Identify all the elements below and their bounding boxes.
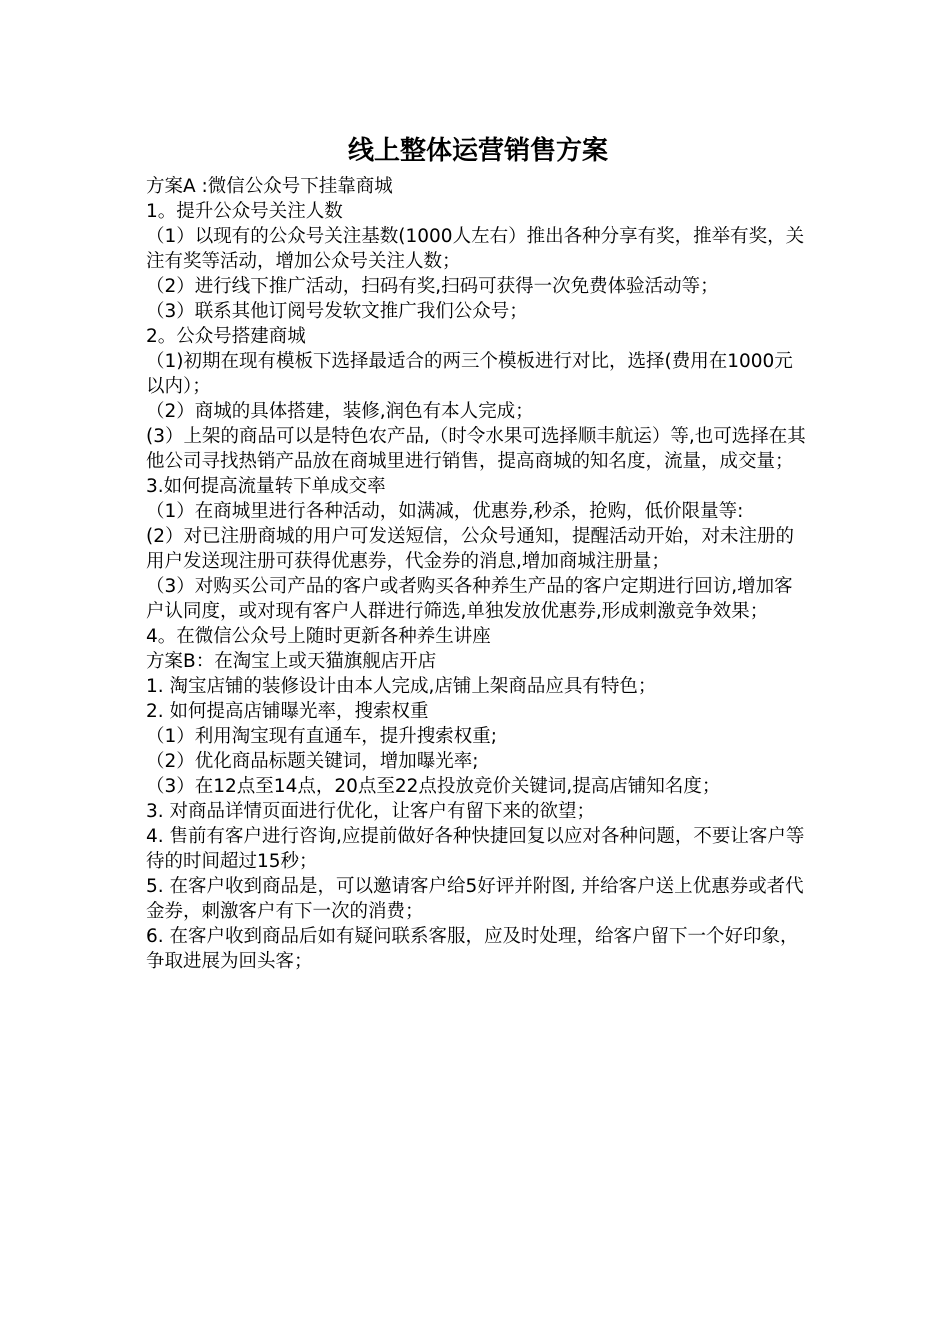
paragraph: （1）在商城里进行各种活动，如满减，优惠券,秒杀，抢购，低价限量等:: [146, 501, 744, 522]
list-item: 1. 淘宝店铺的装修设计由本人完成,店铺上架商品应具有特色；: [146, 676, 657, 697]
paragraph: （3）联系其他订阅号发软文推广我们公众号；: [146, 301, 528, 322]
paragraph: （1）以现有的公众号关注基数(1000人左右）推出各种分享有奖，推举有奖，关注有奖等活动，增加公众号关注人数；: [146, 226, 805, 272]
paragraph: （2）进行线下推广活动，扫码有奖,扫码可获得一次免费体验活动等；: [146, 276, 719, 297]
list-item: 4. 售前有客户进行咨询,应提前做好各种快捷回复以应对各种问题，不要让客户等待的时间超过15秒；: [146, 826, 805, 872]
paragraph: (2）对已注册商城的用户可发送短信，公众号通知，提醒活动开始，对未注册的用户发送现注册可获得优惠券，代金券的消息,增加商城注册量；: [146, 526, 794, 572]
list-item: 5. 在客户收到商品是，可以邀请客户给5好评并附图, 并给客户送上优惠券或者代金券，刺激客户有下一次的消费；: [146, 876, 804, 922]
list-item: 6. 在客户收到商品后如有疑问联系客服，应及时处理，给客户留下一个好印象，争取进展为回头客；: [146, 926, 799, 972]
document-body: [146, 132, 810, 974]
list-item: 2. 如何提高店铺曝光率，搜索权重: [146, 701, 429, 722]
paragraph: (3）上架的商品可以是特色农产品,（时令水果可选择顺丰航运）等,也可选择在其他公司寻找热销产品放在商城里进行销售，提高商城的知名度，流量，成交量；: [146, 426, 806, 472]
section-heading: 3.如何提高流量转下单成交率: [146, 476, 386, 497]
list-item: 3. 对商品详情页面进行优化，让客户有留下来的欲望；: [146, 801, 596, 822]
paragraph: （3）对购买公司产品的客户或者购买各种养生产品的客户定期进行回访,增加客户认同度，或对现有客户人群进行筛选,单独发放优惠券,形成刺激竞争效果；: [146, 576, 793, 622]
plan-b-heading: 方案B：在淘宝上或天猫旗舰店开店: [146, 651, 437, 672]
paragraph: （2）优化商品标题关键词，增加曝光率;: [146, 751, 479, 772]
paragraph: （1）利用淘宝现有直通车，提升搜索权重;: [146, 726, 498, 747]
plan-a-heading: 方案A :微信公众号下挂靠商城: [146, 176, 393, 197]
section-heading: 4。在微信公众号上随时更新各种养生讲座: [146, 626, 491, 647]
section-heading: 2。公众号搭建商城: [146, 326, 306, 347]
paragraph: （3）在12点至14点，20点至22点投放竞价关键词,提高店铺知名度；: [146, 776, 721, 797]
document-title: 线上整体运营销售方案: [347, 136, 608, 166]
paragraph: （1)初期在现有模板下选择最适合的两三个模板进行对比，选择(费用在1000元以内）；: [146, 351, 793, 397]
section-heading: 1。提升公众号关注人数: [146, 201, 343, 222]
paragraph: （2）商城的具体搭建，装修,润色有本人完成；: [146, 401, 534, 422]
